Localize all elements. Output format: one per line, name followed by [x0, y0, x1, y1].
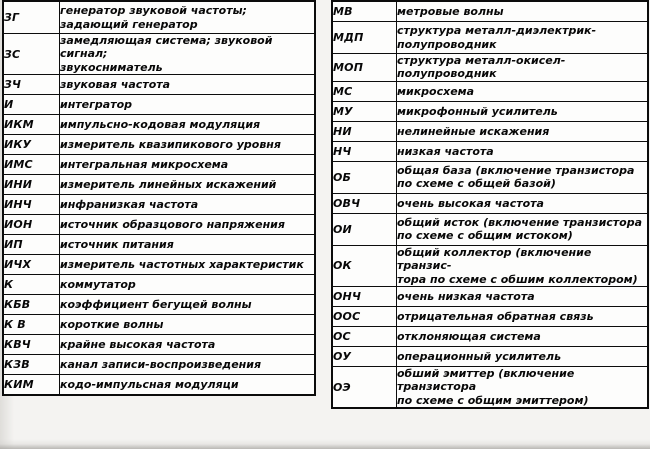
definition-line: отклоняющая система — [397, 329, 541, 343]
definition-line: отрицательная обратная связь — [397, 309, 594, 323]
abbreviation-key: ОС — [332, 327, 397, 347]
abbreviation-definition — [397, 101, 649, 121]
abbreviation-definition — [397, 327, 649, 347]
abbreviation-key: И — [3, 95, 60, 115]
table-row — [332, 213, 648, 245]
abbreviation-definition — [60, 75, 316, 95]
table-row — [3, 355, 315, 375]
abbreviation-definition — [60, 34, 316, 75]
definition-line: инфранизкая частота — [60, 198, 199, 212]
right-table-body — [332, 1, 648, 408]
abbreviation-definition — [397, 245, 649, 286]
abbreviation-key: ИНИ — [3, 175, 60, 195]
abbreviation-definition — [397, 213, 649, 245]
table-row — [332, 81, 648, 101]
definition-line: по схеме с общим эмиттером) — [397, 393, 589, 407]
abbreviation-key: ОК — [332, 245, 397, 286]
abbreviation-key: МВ — [332, 1, 397, 22]
definition-line: источник питания — [60, 238, 174, 252]
abbreviation-key: ЗЧ — [3, 75, 60, 95]
definition-line: импульсно-кодовая модуляция — [60, 118, 261, 132]
table-row — [332, 367, 648, 409]
abbreviation-key: ИП — [3, 235, 60, 255]
table-row — [3, 235, 315, 255]
abbreviation-definition — [60, 1, 316, 34]
abbreviation-definition — [60, 135, 316, 155]
table-row — [3, 255, 315, 275]
abbreviation-key: ЗГ — [3, 1, 60, 34]
abbreviation-definition — [397, 367, 649, 409]
table-row — [3, 175, 315, 195]
table-row — [332, 54, 648, 82]
abbreviation-key: НЧ — [332, 141, 397, 161]
table-row — [332, 193, 648, 213]
table-row — [3, 275, 315, 295]
definition-line: очень высокая частота — [397, 196, 544, 210]
table-row — [3, 215, 315, 235]
definition-line: звуковая частота — [60, 78, 171, 92]
left-table-body — [3, 1, 315, 395]
definition-line: по схеме с общей базой) — [397, 177, 556, 191]
abbreviation-key: ИКМ — [3, 115, 60, 135]
definition-line: измеритель квазипикового уровня — [60, 138, 281, 152]
abbreviation-definition — [60, 255, 316, 275]
abbreviation-definition — [397, 287, 649, 307]
definition-line: структура металл-окисел-полупроводник — [397, 54, 566, 81]
definition-line: замедляющая система; звуковой сигнал; — [60, 34, 273, 61]
table-row — [3, 295, 315, 315]
definition-line: тора по схеме с обшим коллектором) — [397, 272, 638, 286]
table-row — [3, 1, 315, 34]
definition-line: общий коллектор (включение транзис- — [397, 245, 592, 273]
abbreviation-definition — [60, 295, 316, 315]
table-row — [332, 287, 648, 307]
table-row — [3, 375, 315, 396]
definition-line: интегральная микросхема — [60, 158, 229, 172]
abbreviation-definition — [397, 54, 649, 82]
abbreviation-key: НИ — [332, 121, 397, 141]
table-row — [332, 245, 648, 286]
abbreviation-key: КИМ — [3, 375, 60, 396]
abbreviation-key: ОНЧ — [332, 287, 397, 307]
abbreviation-definition — [397, 1, 649, 22]
abbreviation-key: МДП — [332, 22, 397, 54]
table-row — [3, 95, 315, 115]
abbreviation-key: ИЧХ — [3, 255, 60, 275]
abbreviation-definition — [397, 141, 649, 161]
abbreviation-key: ОБ — [332, 161, 397, 193]
definition-line: метровые волны — [397, 4, 504, 18]
abbreviation-key: К В — [3, 315, 60, 335]
abbreviation-key: КЗВ — [3, 355, 60, 375]
abbreviation-definition — [60, 375, 316, 396]
abbreviation-key: К — [3, 275, 60, 295]
abbreviation-definition — [397, 307, 649, 327]
definition-line: крайне высокая частота — [60, 338, 216, 352]
abbreviation-table-right — [331, 0, 649, 409]
table-row — [3, 34, 315, 75]
table-row — [332, 307, 648, 327]
left-column — [2, 0, 315, 396]
abbreviation-key: МС — [332, 81, 397, 101]
definition-line: нелинейные искажения — [397, 124, 550, 138]
definition-line: коэффициент бегущей волны — [60, 298, 252, 312]
abbreviation-key: ООС — [332, 307, 397, 327]
table-row — [332, 347, 648, 367]
abbreviation-key: ОУ — [332, 347, 397, 367]
abbreviation-definition — [60, 235, 316, 255]
definition-line: по схеме с общим истоком) — [397, 229, 573, 243]
table-row — [332, 327, 648, 347]
definition-line: обший эмиттер (включение транзистора — [397, 367, 575, 394]
definition-line: общий исток (включение транзистора — [397, 215, 643, 229]
definition-line: короткие волны — [60, 318, 164, 332]
abbreviation-definition — [60, 275, 316, 295]
definition-line: источник образцового напряжения — [60, 218, 285, 232]
abbreviation-key: КБВ — [3, 295, 60, 315]
abbreviation-definition — [60, 175, 316, 195]
abbreviation-key: ОЭ — [332, 367, 397, 409]
table-row — [3, 135, 315, 155]
abbreviation-definition — [60, 315, 316, 335]
table-row — [332, 1, 648, 22]
abbreviation-definition — [60, 215, 316, 235]
table-row — [332, 101, 648, 121]
abbreviation-key: МУ — [332, 101, 397, 121]
definition-line: структура металл-диэлектрик- — [397, 24, 597, 38]
table-row — [3, 335, 315, 355]
table-row — [332, 141, 648, 161]
table-row — [332, 161, 648, 193]
table-row — [3, 75, 315, 95]
table-row — [3, 195, 315, 215]
abbreviation-definition — [397, 161, 649, 193]
abbreviation-key: МОП — [332, 54, 397, 82]
abbreviation-definition — [397, 81, 649, 101]
definition-line: общая база (включение транзистора — [397, 163, 635, 177]
definition-line: задающий генератор — [60, 17, 198, 31]
abbreviation-definition — [60, 355, 316, 375]
abbreviation-definition — [397, 193, 649, 213]
definition-line: операционный усилитель — [397, 349, 562, 363]
abbreviation-definition — [60, 155, 316, 175]
abbreviation-definition — [60, 335, 316, 355]
definition-line: кодо-импульсная модуляци — [60, 378, 239, 392]
abbreviation-key: ИНЧ — [3, 195, 60, 215]
abbreviation-definition — [60, 115, 316, 135]
abbreviation-key: ОВЧ — [332, 193, 397, 213]
definition-line: очень низкая частота — [397, 289, 535, 303]
table-row — [3, 115, 315, 135]
table-row — [332, 121, 648, 141]
abbreviation-definition — [397, 347, 649, 367]
definition-line: генератор звуковой частоты; — [60, 4, 247, 18]
definition-line: звукосниматель — [60, 60, 163, 74]
table-row — [332, 22, 648, 54]
definition-line: низкая частота — [397, 144, 494, 158]
abbreviation-key: ИМС — [3, 155, 60, 175]
abbreviation-key: ИОН — [3, 215, 60, 235]
abbreviation-key: ЗС — [3, 34, 60, 75]
abbreviation-key: КВЧ — [3, 335, 60, 355]
right-column — [331, 0, 648, 409]
definition-line: канал записи-воспроизведения — [60, 358, 262, 372]
abbreviation-definition — [60, 195, 316, 215]
abbreviation-definition — [397, 22, 649, 54]
abbreviation-key: ИКУ — [3, 135, 60, 155]
abbreviation-definition — [397, 121, 649, 141]
abbreviation-definition — [60, 95, 316, 115]
definition-line: микросхема — [397, 84, 475, 98]
table-row — [3, 155, 315, 175]
abbreviation-table-left — [2, 0, 316, 396]
definition-line: микрофонный усилитель — [397, 104, 558, 118]
definition-line: измеритель частотных характеристик — [60, 258, 304, 272]
definition-line: коммутатор — [60, 278, 136, 292]
definition-line: полупроводник — [397, 37, 497, 51]
abbreviation-key: ОИ — [332, 213, 397, 245]
table-row — [3, 315, 315, 335]
definition-line: интегратор — [60, 98, 132, 112]
definition-line: измеритель линейных искажений — [60, 178, 277, 192]
